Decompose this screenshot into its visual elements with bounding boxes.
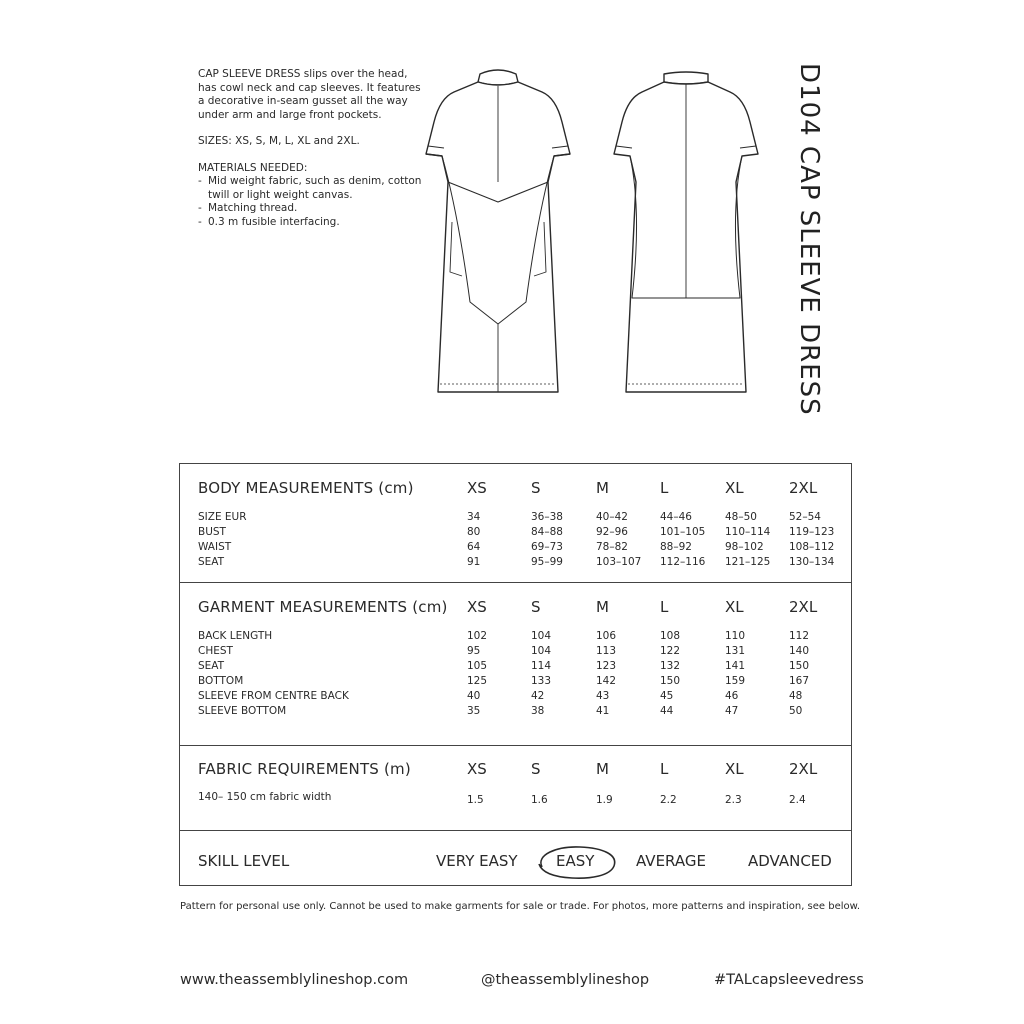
measurements-table [179, 463, 852, 886]
cell: 167 [789, 675, 810, 687]
cell: 150 [660, 675, 681, 687]
divider [180, 582, 851, 583]
size-header: 2XL [789, 760, 818, 778]
size-header: XL [725, 479, 744, 497]
skill-average: AVERAGE [636, 852, 706, 870]
size-header: 2XL [789, 598, 818, 616]
dress-back-illustration [606, 62, 766, 402]
cell: 141 [725, 660, 746, 672]
skill-very-easy: VERY EASY [436, 852, 518, 870]
cell: 95–99 [531, 556, 563, 568]
cell: 44–46 [660, 511, 692, 523]
size-header: 2XL [789, 479, 818, 497]
size-header: XL [725, 760, 744, 778]
footer-social-handle[interactable]: @theassemblylineshop [481, 972, 650, 988]
sizes-text: SIZES: XS, S, M, L, XL and 2XL. [198, 135, 360, 147]
divider [180, 745, 851, 746]
usage-note: Pattern for personal use only. Cannot be used to make garments for sale or trade. For photos, more patterns and inspiration, see below. [180, 901, 861, 912]
row-label: SLEEVE BOTTOM [198, 705, 287, 717]
cell: 2.4 [789, 794, 806, 806]
size-header: S [531, 479, 541, 497]
cell: 36–38 [531, 511, 563, 523]
cell: 98–102 [725, 541, 764, 553]
size-header: XS [467, 598, 487, 616]
cell: 110 [725, 630, 746, 642]
row-label: SEAT [198, 660, 225, 672]
size-header: M [596, 760, 609, 778]
cell: 1.9 [596, 794, 613, 806]
cell: 113 [596, 645, 617, 657]
row-label: BOTTOM [198, 675, 244, 687]
cell: 159 [725, 675, 746, 687]
cell: 114 [531, 660, 552, 672]
cell: 125 [467, 675, 488, 687]
cell: 42 [531, 690, 545, 702]
row-label: SIZE EUR [198, 511, 247, 523]
cell: 131 [725, 645, 746, 657]
row-label: SEAT [198, 556, 225, 568]
cell: 84–88 [531, 526, 563, 538]
cell: 40 [467, 690, 481, 702]
cell: 105 [467, 660, 488, 672]
footer-hashtag[interactable]: #TALcapsleevedress [714, 972, 864, 988]
cell: 44 [660, 705, 674, 717]
cell: 80 [467, 526, 481, 538]
cell: 64 [467, 541, 481, 553]
pattern-title-text: D104 CAP SLEEVE DRESS [794, 63, 824, 416]
cell: 69–73 [531, 541, 563, 553]
cell: 34 [467, 511, 481, 523]
materials-item: - Matching thread. [198, 202, 423, 216]
size-header: L [660, 598, 669, 616]
cell: 2.2 [660, 794, 677, 806]
cell: 122 [660, 645, 681, 657]
cell: 123 [596, 660, 617, 672]
size-header: S [531, 598, 541, 616]
cell: 101–105 [660, 526, 706, 538]
cell: 108 [660, 630, 681, 642]
cell: 110–114 [725, 526, 771, 538]
cell: 50 [789, 705, 803, 717]
materials-title: MATERIALS NEEDED: [198, 161, 308, 174]
row-label: BUST [198, 526, 226, 538]
cell: 104 [531, 630, 552, 642]
cell: 43 [596, 690, 610, 702]
cell: 40–42 [596, 511, 628, 523]
cell: 121–125 [725, 556, 771, 568]
cell: 95 [467, 645, 481, 657]
row-label: 140– 150 cm fabric width [198, 791, 332, 803]
cell: 35 [467, 705, 481, 717]
pattern-title [794, 63, 858, 416]
cell: 48 [789, 690, 803, 702]
cell: 133 [531, 675, 552, 687]
cell: 112 [789, 630, 810, 642]
size-header: L [660, 479, 669, 497]
body-measurements-heading: BODY MEASUREMENTS (cm) [198, 479, 414, 497]
cell: 1.5 [467, 794, 484, 806]
materials-item: - Mid weight fabric, such as denim, cotton twill or light weight canvas. [198, 175, 423, 202]
cell: 52–54 [789, 511, 821, 523]
cell: 108–112 [789, 541, 835, 553]
cell: 132 [660, 660, 681, 672]
row-label: CHEST [198, 645, 233, 657]
size-header: S [531, 760, 541, 778]
skill-advanced: ADVANCED [748, 852, 832, 870]
size-header: XS [467, 479, 487, 497]
cell: 106 [596, 630, 617, 642]
pattern-description [198, 68, 423, 229]
garment-measurements-heading: GARMENT MEASUREMENTS (cm) [198, 598, 448, 616]
cell: 47 [725, 705, 739, 717]
cell: 41 [596, 705, 610, 717]
cell: 88–92 [660, 541, 692, 553]
cell: 102 [467, 630, 488, 642]
cell: 1.6 [531, 794, 548, 806]
cell: 103–107 [596, 556, 642, 568]
divider [180, 830, 851, 831]
cell: 92–96 [596, 526, 628, 538]
cell: 91 [467, 556, 481, 568]
cell: 2.3 [725, 794, 742, 806]
cell: 119–123 [789, 526, 835, 538]
cell: 38 [531, 705, 545, 717]
skill-easy: EASY [556, 852, 595, 870]
cell: 48–50 [725, 511, 757, 523]
description-text: CAP SLEEVE DRESS slips over the head, has cowl neck and cap sleeves. It features a decorative in-seam gusset all the way under arm and large front pockets. [198, 68, 421, 121]
cell: 104 [531, 645, 552, 657]
size-header: M [596, 598, 609, 616]
cell: 150 [789, 660, 810, 672]
cell: 45 [660, 690, 674, 702]
fabric-requirements-heading: FABRIC REQUIREMENTS (m) [198, 760, 411, 778]
cell: 78–82 [596, 541, 628, 553]
cell: 142 [596, 675, 617, 687]
materials-list [198, 175, 423, 229]
materials-item: - 0.3 m fusible interfacing. [198, 216, 423, 230]
cell: 140 [789, 645, 810, 657]
size-header: XL [725, 598, 744, 616]
footer-website[interactable]: www.theassemblylineshop.com [180, 972, 409, 988]
row-label: BACK LENGTH [198, 630, 273, 642]
size-header: L [660, 760, 669, 778]
cell: 130–134 [789, 556, 835, 568]
cell: 112–116 [660, 556, 706, 568]
row-label: SLEEVE FROM CENTRE BACK [198, 690, 349, 702]
size-header: M [596, 479, 609, 497]
skill-level-label: SKILL LEVEL [198, 852, 290, 870]
dress-front-illustration [418, 62, 578, 402]
row-label: WAIST [198, 541, 232, 553]
selected-skill-circle-icon [532, 843, 622, 881]
cell: 46 [725, 690, 739, 702]
size-header: XS [467, 760, 487, 778]
